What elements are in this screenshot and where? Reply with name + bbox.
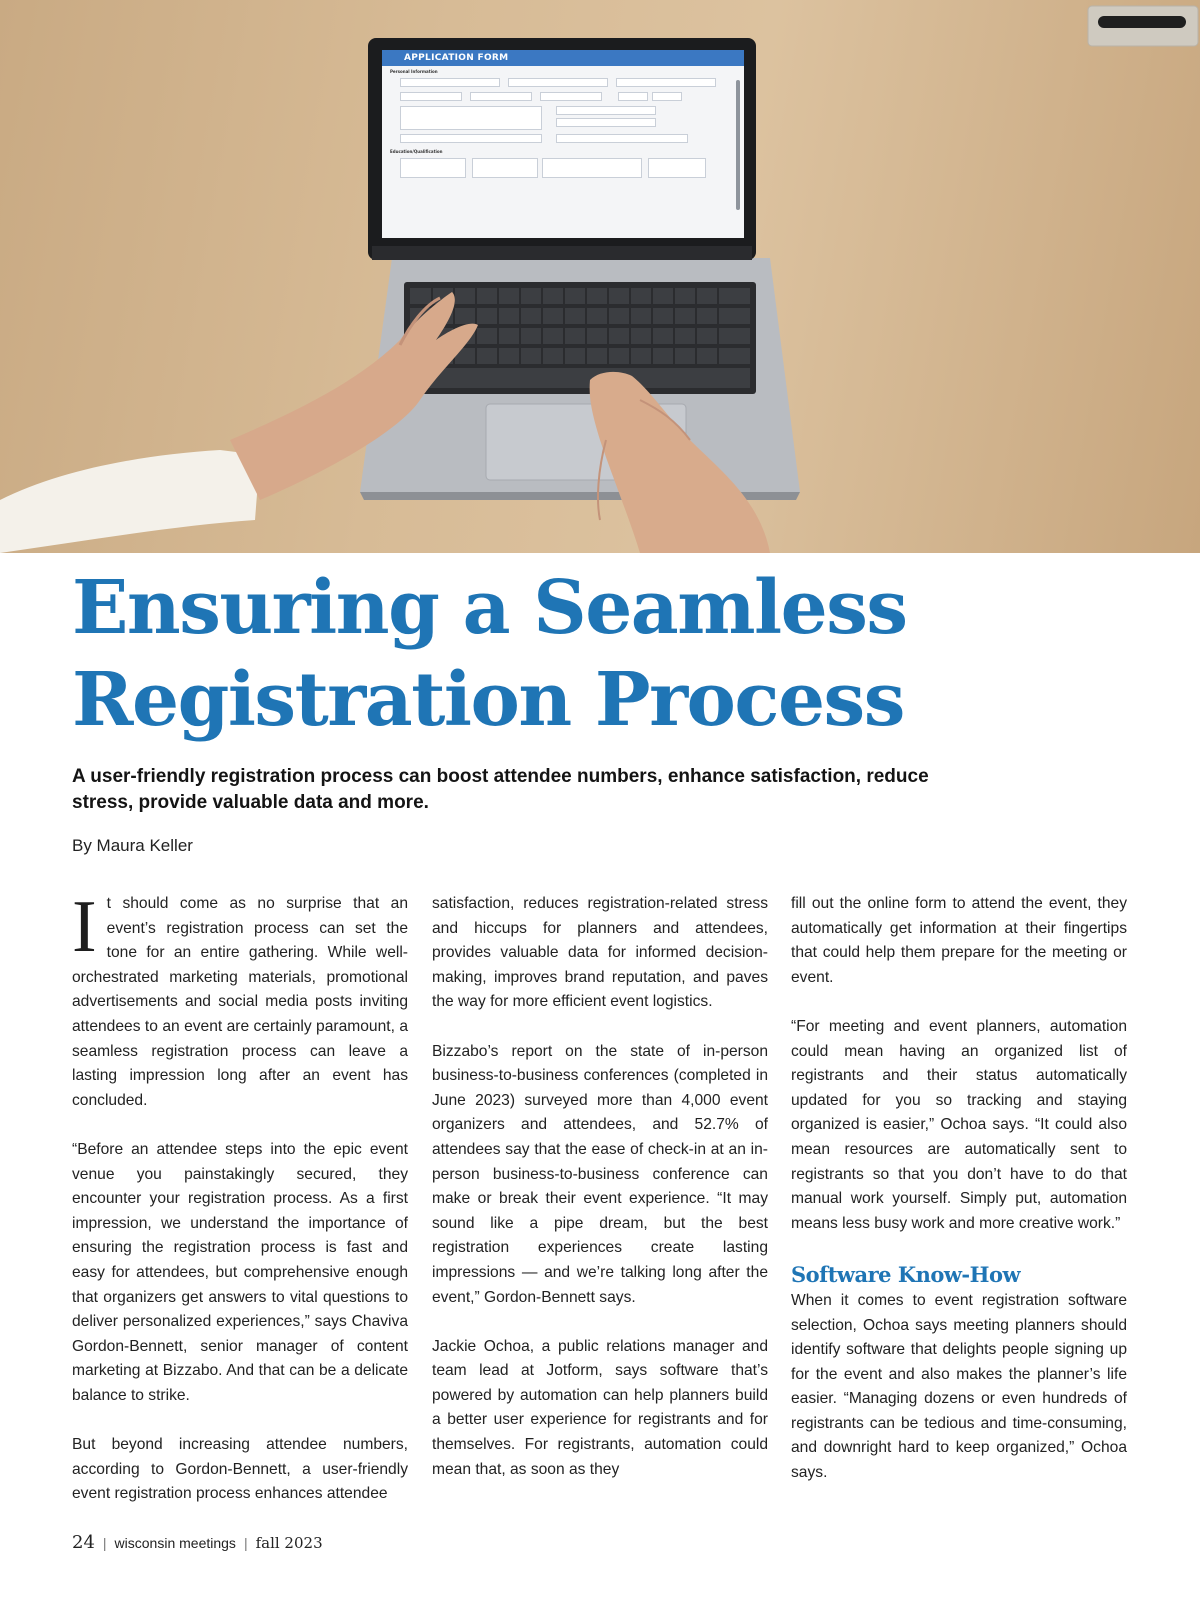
paragraph: When it comes to event registration software selection, Ochoa says meeting planners should identify software that delights people signing up for the event and also makes the planner’s life easier. “Managing dozens or even hundreds of registrants can be tedious and time-consuming, and downright hard to keep organized,” Ochoa says. xyxy=(791,1291,1127,1482)
drop-cap: I xyxy=(72,886,97,968)
article-headline xyxy=(72,562,1132,746)
footer-divider: | xyxy=(243,1535,248,1551)
form-row xyxy=(382,132,744,146)
issue-label: fall 2023 xyxy=(255,1534,323,1552)
headline-line-2: Registration Process xyxy=(72,657,904,743)
form-row xyxy=(382,76,744,90)
form-section-education: Education/Qualification xyxy=(390,149,443,154)
publication-name: wisconsin meetings xyxy=(114,1535,236,1551)
article-column-3 xyxy=(791,892,1127,1510)
article-column-2 xyxy=(432,892,768,1507)
paragraph: Bizzabo’s report on the state of in-person business-to-business conferences (completed in June 2023) surveyed more than 4,000 event organizers and attendees, and 52.7% of attendees say that the ease of check-in at an in-person business-to-business conference can make or break their event experience. “It may sound like a pipe dream, but the best registration experiences create lasting impressions — and we’re talking long after the event,” Gordon-Bennett says. xyxy=(432,1042,768,1306)
paragraph xyxy=(72,886,408,1113)
form-row xyxy=(382,104,744,132)
form-row xyxy=(382,90,744,104)
page-footer xyxy=(72,1532,323,1553)
page-number: 24 xyxy=(72,1532,95,1553)
form-title: APPLICATION FORM xyxy=(382,50,744,66)
headline-line-1: Ensuring a Seamless xyxy=(72,565,907,651)
paragraph-text: t should come as no surprise that an event’s registration process can set the tone for an entire gathering. While well-orchestrated marketing materials, promotional advertisements and social media posts inviting attendees to an event are certainly paramount, a seamless registration process can leave a lasting impression long after an event has concluded. xyxy=(72,895,408,1109)
article-column-1 xyxy=(72,886,408,1531)
section-subhead: Software Know-How xyxy=(791,1261,1021,1287)
paragraph: satisfaction, reduces registration-related stress and hiccups for planners and attendees, provides valuable data for informed decision-making, improves brand reputation, and paves the way for more efficient event logistics. xyxy=(432,895,768,1011)
hero-photo xyxy=(0,0,1200,553)
form-row xyxy=(382,156,744,180)
article-deck: A user-friendly registration process can boost attendee numbers, enhance satisfaction, reduce stress, provide valuable data and more. xyxy=(72,766,929,813)
form-section-personal: Personal Information xyxy=(390,69,438,74)
paragraph: “For meeting and event planners, automation could mean having an organized list of registrants and their status automatically updated for you so tracking and staying organized is easier,” Ochoa says. “It could also mean resources are automatically sent to registrants so that you don’t have to do that manual work yourself. Simply put, automation means less busy work and more creative work.” xyxy=(791,1017,1127,1232)
paragraph: “Before an attendee steps into the epic event venue you painstakingly secured, they encounter your registration process. As a first impression, we understand the importance of ensuring the registration process is fast and easy for attendees, but comprehensive enough that organizers get answers to vital questions to deliver personalized experiences,” says Chaviva Gordon-Bennett, senior manager of content marketing at Bizzabo. And that can be a delicate balance to strike. xyxy=(72,1140,408,1404)
form-scrollbar xyxy=(736,80,740,210)
laptop-screen xyxy=(382,50,744,238)
paragraph: Jackie Ochoa, a public relations manager and team lead at Jotform, says software that’s powered by automation can help planners build a better user experience for registrants and for themselves. For registrants, automation could mean that, as soon as they xyxy=(432,1337,768,1478)
paragraph: But beyond increasing attendee numbers, according to Gordon-Bennett, a user-friendly event registration process enhances attendee xyxy=(72,1436,408,1503)
article-byline: By Maura Keller xyxy=(72,836,193,855)
paragraph: fill out the online form to attend the event, they automatically get information at their fingertips that could help them prepare for the meeting or event. xyxy=(791,895,1127,986)
footer-divider: | xyxy=(102,1535,107,1551)
